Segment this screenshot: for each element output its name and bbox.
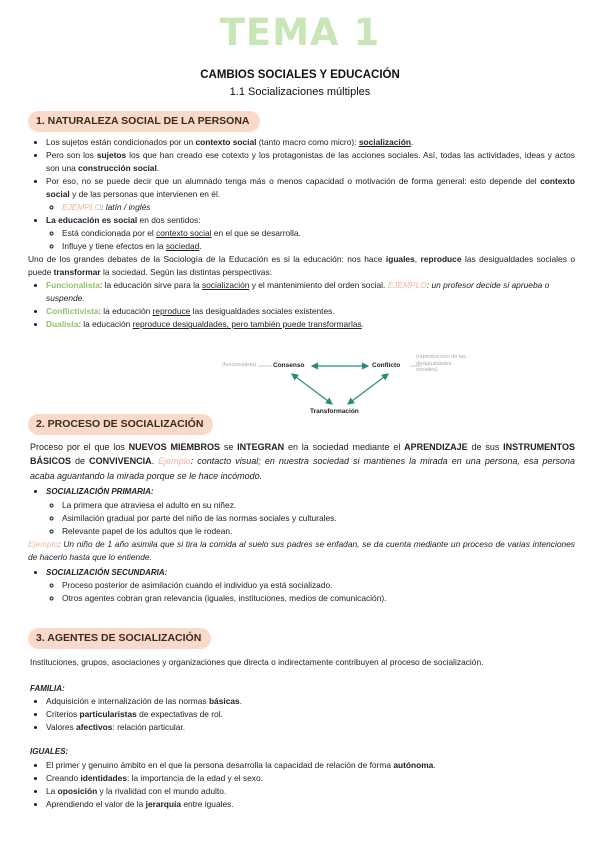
list-item: ◦ EJEMPLO: latín / inglés: [62, 201, 575, 214]
conflicto-transformacion-arrow: [348, 374, 388, 404]
list-item: • Conflictivista: la educación reproduce las desigualdades sociales existentes.: [46, 305, 575, 318]
diagram-left-label: (funcionalista): [222, 362, 257, 368]
node-consenso: Consenso: [273, 362, 305, 369]
list-item: ◦ Asimilación gradual por parte del niño de las normas sociales y culturales.: [62, 512, 575, 525]
node-conflicto: Conflicto: [372, 362, 401, 369]
section-subtitle: 1.1 Socializaciones múltiples: [229, 86, 371, 98]
example-paragraph: Ejemplo: Un niño de 1 año asimila que si tira la comida al suelo sus padres se enfadan, se da cuenta mediante un proceso de varias intenciones de hacerlo hasta que lo entiende.: [28, 538, 575, 562]
list-item: • Criterios particularistas de expectativas de rol.: [46, 708, 575, 721]
debate-paragraph: Uno de los grandes debates de la Sociología de la Educación es si la educación: nos hace iguales, reproduce las desigualdades sociales o puede transformar la sociedad. Según las distintas perspectivas:: [28, 254, 576, 278]
list-item: • Pero son los sujetos los que han creado ese cotexto y los protagonistas de las acciones sociales. Así, todas las actividades, ideas y actos son una construcción social.: [46, 149, 575, 175]
list-item: • SOCIALIZACIÓN PRIMARIA: ◦ La primera que atraviesa el adulto en su niñez. ◦ Asimilación gradual por parte del niño de las normas sociales y culturales. ◦ Relevante papel de los adultos que le rodean.: [46, 485, 575, 537]
list-item: • La educación es social en dos sentidos: ◦ Está condicionada por el contexto social en el que se desarrolla. ◦ Influye y tiene efectos en la sociedad.: [46, 214, 575, 253]
diagram-right-label: (reproducción de las desigualdades sociales): [416, 354, 466, 374]
list-item: • La oposición y la rivalidad con el mundo adulto.: [46, 785, 575, 798]
familia-label: FAMILIA:: [30, 684, 65, 694]
section-2-body: [30, 440, 575, 605]
agents-definition: Instituciones, grupos, asociaciones y organizaciones que directa o indirectamente contribuyen al proceso de socialización.: [30, 657, 484, 667]
list-item: ◦ Relevante papel de los adultos que le rodean.: [62, 525, 575, 538]
section-header-1: 1. NATURALEZA SOCIAL DE LA PERSONA: [28, 111, 260, 132]
subtitle: CAMBIOS SOCIALES Y EDUCACIÓN: [200, 69, 400, 81]
list-item: • Aprendiendo el valor de la jerarquía entre iguales.: [46, 798, 575, 811]
perspectives-diagram: [210, 352, 470, 422]
section-3-body: [30, 656, 575, 811]
list-item: ◦ La primera que atraviesa el adulto en su niñez.: [62, 499, 575, 512]
section-1-body: [30, 136, 575, 331]
section-header-3: 3. AGENTES DE SOCIALIZACIÓN: [28, 628, 211, 649]
iguales-label: IGUALES:: [30, 747, 69, 757]
list-item: • SOCIALIZACIÓN SECUNDARIA: ◦ Proceso posterior de asimilación cuando el individuo ya está socializado. ◦ Otros agentes cobran gran relevancia (iguales, instituciones, medios de comunicación).: [46, 566, 575, 605]
list-item: ◦ Otros agentes cobran gran relevancia (iguales, instituciones, medios de comunicación).: [62, 592, 575, 605]
consenso-transformacion-arrow: [292, 374, 332, 404]
list-item: • El primer y genuino ámbito en el que la persona desarrolla la capacidad de relación de forma autónoma.: [46, 759, 575, 772]
list-item: • Valores afectivos: relación particular.: [46, 721, 575, 734]
list-item: • Los sujetos están condicionados por un contexto social (tanto macro como micro): socialización.: [46, 136, 575, 149]
list-item: ◦ Está condicionada por el contexto social en el que se desarrolla.: [62, 227, 575, 240]
list-item: • Creando identidades: la importancia de la edad y el sexo.: [46, 772, 575, 785]
page-title: TEMA 1: [219, 11, 381, 54]
list-item: • Dualista: la educación reproduce desigualdades, pero también puede transformarlas.: [46, 318, 575, 331]
list-item: • Por eso, no se puede decir que un alumnado tenga más o menos capacidad o motivación de forma general: esto depende del contexto social y de las personas que intervienen en él. ◦ EJEMPLO: latín / inglés: [46, 175, 575, 214]
list-item: ◦ Proceso posterior de asimilación cuando el individuo ya está socializado.: [62, 579, 575, 592]
list-item: • Funcionalista: la educación sirve para la socialización y el mantenimiento del orden social. EJEMPLO: un profesor decide si aprueba o suspende.: [46, 279, 575, 305]
node-transformacion: Transformación: [310, 408, 359, 415]
list-item: ◦ Influye y tiene efectos en la sociedad.: [62, 240, 575, 253]
socialization-definition: Proceso por el que los NUEVOS MIEMBROS se INTEGRAN en la sociedad mediante el APRENDIZAJE de sus INSTRUMENTOS BÁSICOS de CONVIVENCIA. Ejemplo: contacto visual; en nuestra sociedad si mantienes la mirada en una persona, esa persona acaba aguantando la mirada porque se le hace incómodo.: [30, 442, 575, 481]
section-header-2: 2. PROCESO DE SOCIALIZACIÓN: [28, 414, 213, 435]
list-item: • Adquisición e internalización de las normas básicas.: [46, 695, 575, 708]
